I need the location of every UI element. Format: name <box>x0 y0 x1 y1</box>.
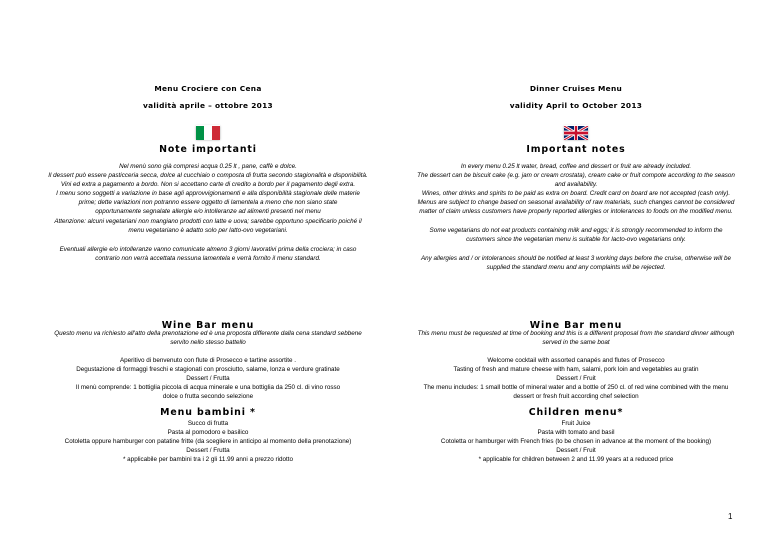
italy-flag-icon <box>196 125 220 139</box>
italian-validity: validità aprile – ottobre 2013 <box>143 101 273 110</box>
english-kids-items: Fruit Juice Pasta with tomato and basil Cotoletta or hamburger with French fries (to be chosen in advance at the moment of the booking) Dessert / Fruit * applicable for children between 2 and 11.99 years at a reduced price <box>440 420 712 464</box>
italian-notes-heading: Note importanti <box>159 144 257 155</box>
uk-flag-icon <box>564 125 588 139</box>
italian-wine-items: Aperitivo di benvenuto con flute di Prosecco e tartine assortite . Degustazione di formaggi freschi e stagionati con prosciutto, salame, lonza e verdure gratinate Dessert / Frutta Il menù comprende: 1 bottiglia piccola di acqua minerale e una bottiglia da 250 cl. di vino rosso dolce o frutta secondo selezione <box>75 357 341 401</box>
page-number: 1 <box>728 512 733 521</box>
italian-kids-heading: Menu bambini * <box>160 407 256 418</box>
italian-kids-items: Succo di frutta Pasta al pomodoro e basilico Cotoletta oppure hamburger con patatine fritte (da scegliere in anticipo al momento della prenotazione) Dessert / Frutta * applicabile per bambini tra i 2 gli 11.99 anni a prezzo ridotto <box>64 420 352 464</box>
english-validity: validity April to October 2013 <box>509 101 643 110</box>
english-vegetarian-note: Some vegetarians do not eat products containing milk and eggs; it is strongly recommended to inform the customers since the vegetarian menu is suitable for lacto-ovo vegetarians only. <box>429 227 723 244</box>
english-wine-items: Welcome cocktail with assorted canapés and flutes of Prosecco Tasting of fresh and mature cheese with ham, salami, pork loin and vegetables au gratin Dessert / Fruit The menu includes: 1 small bottle of mineral water and a bottle of 250 cl. of red wine combined with the menu dessert or fresh fruit according chef selection <box>423 357 729 401</box>
english-wine-heading: Wine Bar menu <box>529 320 623 331</box>
english-kids-heading: Children menu* <box>528 407 624 418</box>
english-allergy-note: Any allergies and / or intolerances should be notified at least 3 working days before the cruise, otherwise will be supplied the standard menu and any complaints will be rejected. <box>420 255 732 272</box>
english-notes-heading: Important notes <box>526 144 626 155</box>
english-wine-note: This menu must be requested at time of booking and this is a different proposal from the standard dinner although served in the same boat <box>417 330 735 347</box>
english-notes: In every menu 0.25 lt water, bread, coffee and dessert or fruit are already included. The dessert can be biscuit cake (e.g. jam or cream crostata), cream cake or fruit compote according to the season and availability. Wines, other drinks and spirits to be paid as extra on board. Credit card on board are not accepted (cash only). Menus are subject to change based on seasonal availability of raw materials, such changes cannot be considered matter of claim unless customers have properly reported allergies or intolerances to foods on the modified menu. <box>417 163 735 216</box>
italian-title: Menu Crociere con Cena <box>154 84 262 93</box>
english-title: Dinner Cruises Menu <box>529 84 623 93</box>
italian-wine-heading: Wine Bar menu <box>161 320 255 331</box>
italian-allergy-note: Eventuali allergie e/o intolleranze vanno comunicate almeno 3 giorni lavorativi prima della crociera; in caso contrario non verrà accettata nessuna lamentela e verrà fornito il menu standard. <box>59 246 357 263</box>
italian-wine-note: Questo menu va richiesto all'atto della prenotazione ed è una proposta differente dalla cena standard sebbene servito nello stesso battello <box>54 330 362 347</box>
italian-notes: Nel menù sono già compresi acqua 0.25 lt , pane, caffè e dolce. Il dessert può essere pasticceria secca, dolce al cucchiaio o composta di frutta secondo stagionalità e disponibilità. Vini ed extra a pagamento a bordo. Non si accettano carte di credito a bordo per il pagamento degli extra. I menu sono soggetti a variazione in base agli approvvigionamenti e alla disponibilità stagionale delle materie prime; dette variazioni non potranno essere oggetto di lamentela a meno che non siano state opportunamente segnalate allergie e/o intolleranze ad alimenti presenti nel menu Attenzione: alcuni vegetariani non mangiano prodotti con latte e uova; sarebbe opportuno specificarlo poiché il menu vegetariano è adatto solo per latto-ovo vegetariani. <box>48 163 368 234</box>
